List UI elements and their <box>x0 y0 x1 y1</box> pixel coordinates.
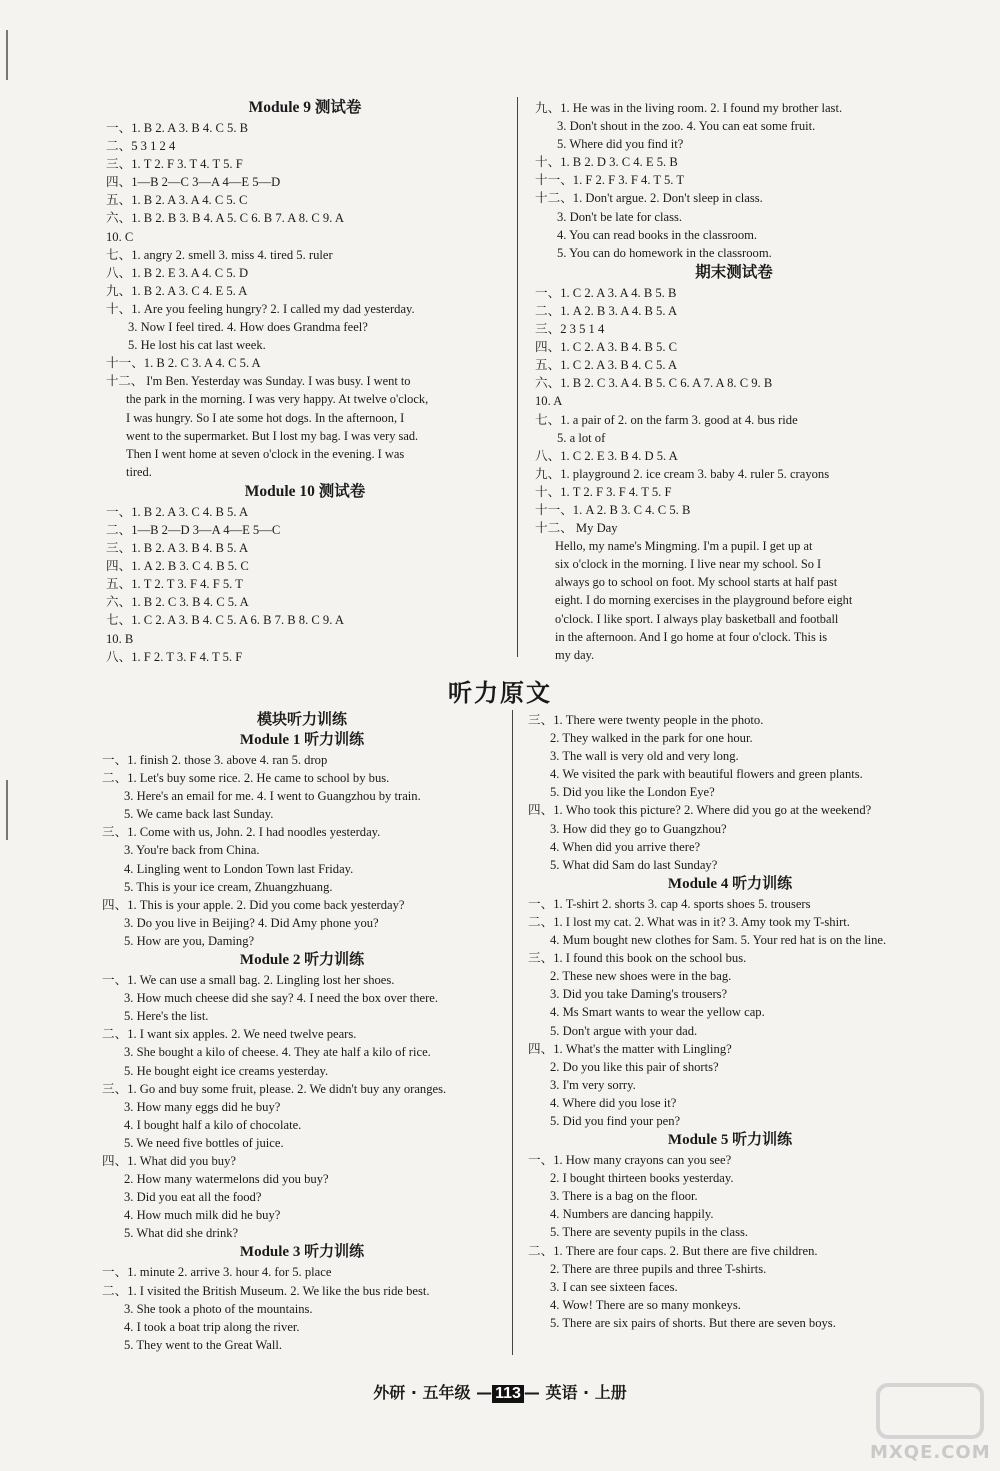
answer-line: 二、1—B 2—D 3—A 4—E 5—C <box>106 522 281 537</box>
column-module3-5-listening <box>528 711 932 1332</box>
answer-line: 5. a lot of <box>557 430 606 445</box>
answer-line: 5. This is your ice cream, Zhuangzhuang. <box>124 879 333 894</box>
listening-transcript-title: 听力原文 <box>448 679 552 707</box>
essay-line: o'clock. I like sport. I always play basketball and football <box>555 611 839 626</box>
answer-line: 二、1. There are four caps. 2. But there are five children. <box>528 1243 818 1258</box>
answer-line: 3. You're back from China. <box>124 843 260 858</box>
essay-line: tired. <box>126 464 152 479</box>
answer-line: 3. She took a photo of the mountains. <box>124 1301 313 1316</box>
answer-line: 5. Did you like the London Eye? <box>550 785 715 800</box>
section-title: Module 10 测试卷 <box>244 482 366 500</box>
answer-line: 九、1. playground 2. ice cream 3. baby 4. ruler 5. crayons <box>535 466 830 481</box>
column-final-test <box>535 99 933 664</box>
answer-line: 二、1. I want six apples. 2. We need twelve pears. <box>102 1027 357 1042</box>
answer-line: 十、1. T 2. F 3. F 4. T 5. F <box>535 484 672 499</box>
answer-line: 2. How many watermelons did you buy? <box>124 1172 329 1187</box>
answer-line: 5. There are seventy pupils in the class. <box>550 1225 749 1240</box>
answer-line: 六、1. B 2. C 3. B 4. C 5. A <box>106 595 249 610</box>
answer-line: 三、1. T 2. F 3. T 4. T 5. F <box>106 157 243 172</box>
essay-line: 十二、 I'm Ben. Yesterday was Sunday. I was busy. I went to <box>106 374 411 389</box>
answer-line: 六、1. B 2. B 3. B 4. A 5. C 6. B 7. A 8. C 9. A <box>106 211 344 226</box>
answer-line: 3. Here's an email for me. 4. I went to Guangzhou by train. <box>124 789 421 804</box>
answer-line: 五、1. C 2. A 3. B 4. C 5. A <box>535 358 678 373</box>
answer-line: 四、1. This is your apple. 2. Did you come back yesterday? <box>102 897 405 912</box>
answer-line: 十二、1. Don't argue. 2. Don't sleep in class. <box>535 191 763 206</box>
answer-line: 十、1. B 2. D 3. C 4. E 5. B <box>535 155 678 170</box>
section-title: 期末测试卷 <box>695 263 773 281</box>
module-heading: Module 4 听力训练 <box>667 875 793 892</box>
answer-line: 4. How much milk did he buy? <box>124 1208 281 1223</box>
answer-line: 五、1. B 2. A 3. A 4. C 5. C <box>106 193 248 208</box>
answer-line: 5. We need five bottles of juice. <box>124 1135 284 1150</box>
answer-line: 七、1. C 2. A 3. B 4. C 5. A 6. B 7. B 8. C 9. A <box>106 613 344 628</box>
essay-line: went to the supermarket. But I lost my bag. I was very sad. <box>126 428 419 443</box>
essay-line: my day. <box>555 647 595 662</box>
answer-line: 2. There are three pupils and three T-shirts. <box>550 1261 767 1276</box>
page-number: 113 <box>492 1385 524 1403</box>
answer-line: 4. I bought half a kilo of chocolate. <box>124 1117 302 1132</box>
answer-line: 5. Here's the list. <box>124 1009 209 1024</box>
answer-line: 2. These new shoes were in the bag. <box>550 969 732 984</box>
answer-line: 4. Wow! There are so many monkeys. <box>550 1297 741 1312</box>
module-heading: Module 3 听力训练 <box>239 1244 365 1261</box>
answer-line: 4. Numbers are dancing happily. <box>550 1207 714 1222</box>
answer-line: 六、1. B 2. C 3. A 4. B 5. C 6. A 7. A 8. C 9. B <box>535 376 773 391</box>
answer-line: 四、1. A 2. B 3. C 4. B 5. C <box>106 559 249 574</box>
answer-line: 5. Did you find your pen? <box>550 1113 681 1128</box>
binding-mark <box>6 780 8 840</box>
answer-line: 2. Do you like this pair of shorts? <box>550 1059 719 1074</box>
column-module9-10-tests <box>106 97 504 666</box>
answer-line: 四、1. What did you buy? <box>102 1153 236 1168</box>
answer-line: 八、1. B 2. E 3. A 4. C 5. D <box>106 265 249 280</box>
module-heading: Module 2 听力训练 <box>239 952 365 969</box>
answer-line: 八、1. F 2. T 3. F 4. T 5. F <box>106 649 243 664</box>
module-heading: Module 1 听力训练 <box>239 732 365 748</box>
answer-line: 二、5 3 1 2 4 <box>106 139 176 154</box>
answer-line: 2. They walked in the park for one hour. <box>550 731 753 746</box>
answer-line: 3. Do you live in Beijing? 4. Did Amy phone you? <box>124 915 379 930</box>
essay-line: I was hungry. So I ate some hot dogs. In the afternoon, I <box>126 410 405 425</box>
answer-line: 一、1. How many crayons can you see? <box>528 1153 732 1168</box>
answer-line: 三、1. There were twenty people in the photo. <box>528 713 764 727</box>
binding-mark <box>6 30 8 80</box>
answer-line: 4. We visited the park with beautiful flowers and green plants. <box>550 767 863 782</box>
page-footer <box>0 1380 1000 1403</box>
answer-line: 十一、1. B 2. C 3. A 4. C 5. A <box>106 356 261 371</box>
answer-line: 三、1. Come with us, John. 2. I had noodles yesterday. <box>102 825 381 840</box>
answer-line: 四、1. Who took this picture? 2. Where did you go at the weekend? <box>528 803 872 818</box>
answer-line: 3. Don't be late for class. <box>557 209 683 224</box>
watermark-text: MXQE.COM <box>870 1442 991 1463</box>
column-divider <box>517 97 518 657</box>
answer-line: 九、1. He was in the living room. 2. I found my brother last. <box>535 101 843 115</box>
answer-line: 一、1. B 2. A 3. C 4. B 5. A <box>106 504 249 519</box>
answer-line: 4. You can read books in the classroom. <box>557 227 758 242</box>
answer-line: 5. What did she drink? <box>124 1226 239 1241</box>
column-module1-3-listening <box>102 710 502 1354</box>
answer-line: 二、1. A 2. B 3. A 4. B 5. A <box>535 303 678 318</box>
essay-line: eight. I do morning exercises in the playground before eight <box>555 593 853 608</box>
footer-right: — 英语 · 上册 <box>523 1383 627 1402</box>
answer-line: 5. What did Sam do last Sunday? <box>550 857 718 872</box>
answer-line: 3. The wall is very old and very long. <box>550 749 739 764</box>
answer-line: 3. Did you take Daming's trousers? <box>550 987 728 1002</box>
answer-line: 九、1. B 2. A 3. C 4. E 5. A <box>106 283 248 298</box>
answer-line: 4. I took a boat trip along the river. <box>124 1319 300 1334</box>
essay-line: always go to school on foot. My school starts at half past <box>555 575 838 590</box>
answer-line: 5. You can do homework in the classroom. <box>557 245 772 260</box>
answer-line: 一、1. T-shirt 2. shorts 3. cap 4. sports shoes 5. trousers <box>528 896 811 911</box>
answer-line: 4. Mum bought new clothes for Sam. 5. Your red hat is on the line. <box>550 933 887 948</box>
answer-line: 3. She bought a kilo of cheese. 4. They ate half a kilo of rice. <box>124 1045 431 1060</box>
answer-line: 5. Don't argue with your dad. <box>550 1023 698 1038</box>
essay-title-line: 十二、 My Day <box>535 521 618 536</box>
answer-line: 四、1. What's the matter with Lingling? <box>528 1041 732 1056</box>
footer-left: 外研 · 五年级 — <box>373 1383 493 1402</box>
answer-line: 5. They went to the Great Wall. <box>124 1337 282 1352</box>
answer-line: 一、1. finish 2. those 3. above 4. ran 5. drop <box>102 753 328 767</box>
essay-line: six o'clock in the morning. I live near my school. So I <box>555 557 822 572</box>
answer-line: 4. When did you arrive there? <box>550 839 701 854</box>
answer-line: 3. Now I feel tired. 4. How does Grandma feel? <box>128 320 368 335</box>
essay-line: Hello, my name's Mingming. I'm a pupil. I get up at <box>555 539 813 554</box>
module-heading: Module 5 听力训练 <box>667 1132 793 1149</box>
answer-line: 10. B <box>106 631 134 646</box>
answer-line: 一、1. C 2. A 3. A 4. B 5. B <box>535 285 677 300</box>
answer-line: 十、1. Are you feeling hungry? 2. I called my dad yesterday. <box>106 301 415 316</box>
answer-line: 5. Where did you find it? <box>557 137 684 152</box>
column-divider <box>512 710 513 1355</box>
answer-line: 一、1. minute 2. arrive 3. hour 4. for 5. place <box>102 1265 332 1280</box>
section-subtitle: 模块听力训练 <box>256 712 347 728</box>
answer-line: 4. Where did you lose it? <box>550 1095 677 1110</box>
section-title: Module 9 测试卷 <box>248 99 362 116</box>
answer-line: 三、1. Go and buy some fruit, please. 2. We didn't buy any oranges. <box>102 1081 447 1096</box>
essay-line: Then I went home at seven o'clock in the evening. I was <box>126 446 405 461</box>
answer-line: 5. We came back last Sunday. <box>124 807 274 822</box>
answer-line: 十一、1. A 2. B 3. C 4. C 5. B <box>535 502 691 517</box>
answer-line: 四、1—B 2—C 3—A 4—E 5—D <box>106 175 281 190</box>
answer-line: 3. Did you eat all the food? <box>124 1190 262 1205</box>
answer-line: 三、1. B 2. A 3. B 4. B 5. A <box>106 541 249 556</box>
answer-line: 三、2 3 5 1 4 <box>535 322 605 337</box>
answer-line: 5. There are six pairs of shorts. But there are seven boys. <box>550 1315 836 1330</box>
answer-line: 3. How much cheese did she say? 4. I need the box over there. <box>124 991 439 1006</box>
answer-line: 七、1. a pair of 2. on the farm 3. good at 4. bus ride <box>535 412 798 427</box>
answer-line: 3. There is a bag on the floor. <box>550 1189 698 1204</box>
answer-line: 3. Don't shout in the zoo. 4. You can eat some fruit. <box>557 119 816 134</box>
answer-line: 10. A <box>535 394 563 409</box>
answer-line: 3. How did they go to Guangzhou? <box>550 821 727 836</box>
answer-line: 5. He lost his cat last week. <box>128 338 266 353</box>
answer-line: 十一、1. F 2. F 3. F 4. T 5. T <box>535 173 685 188</box>
answer-line: 七、1. angry 2. smell 3. miss 4. tired 5. ruler <box>106 247 333 262</box>
answer-line: 二、1. I lost my cat. 2. What was in it? 3. Amy took my T-shirt. <box>528 914 850 929</box>
essay-line: the park in the morning. I was very happy. At twelve o'clock, <box>126 392 429 407</box>
answer-line: 5. He bought eight ice creams yesterday. <box>124 1063 329 1078</box>
answer-line: 二、1. Let's buy some rice. 2. He came to school by bus. <box>102 771 390 786</box>
answer-line: 3. I'm very sorry. <box>550 1077 636 1092</box>
watermark <box>870 1378 990 1463</box>
answer-line: 4. Ms Smart wants to wear the yellow cap. <box>550 1005 765 1020</box>
answer-line: 10. C <box>106 229 134 244</box>
answer-line: 一、1. We can use a small bag. 2. Lingling lost her shoes. <box>102 973 395 988</box>
answer-line: 四、1. C 2. A 3. B 4. B 5. C <box>535 340 678 355</box>
answer-line: 4. Lingling went to London Town last Friday. <box>124 861 354 876</box>
answer-line: 3. How many eggs did he buy? <box>124 1099 281 1114</box>
essay-line: in the afternoon. And I go home at four o'clock. This is <box>555 629 828 644</box>
answer-line: 2. I bought thirteen books yesterday. <box>550 1171 734 1186</box>
watermark-logo <box>876 1383 984 1439</box>
answer-line: 3. I can see sixteen faces. <box>550 1279 678 1294</box>
answer-line: 5. How are you, Daming? <box>124 933 255 948</box>
answer-line: 五、1. T 2. T 3. F 4. F 5. T <box>106 577 243 592</box>
answer-line: 二、1. I visited the British Museum. 2. We like the bus ride best. <box>102 1283 430 1298</box>
answer-line: 一、1. B 2. A 3. B 4. C 5. B <box>106 121 249 135</box>
answer-line: 三、1. I found this book on the school bus. <box>528 951 747 966</box>
answer-line: 八、1. C 2. E 3. B 4. D 5. A <box>535 448 678 463</box>
